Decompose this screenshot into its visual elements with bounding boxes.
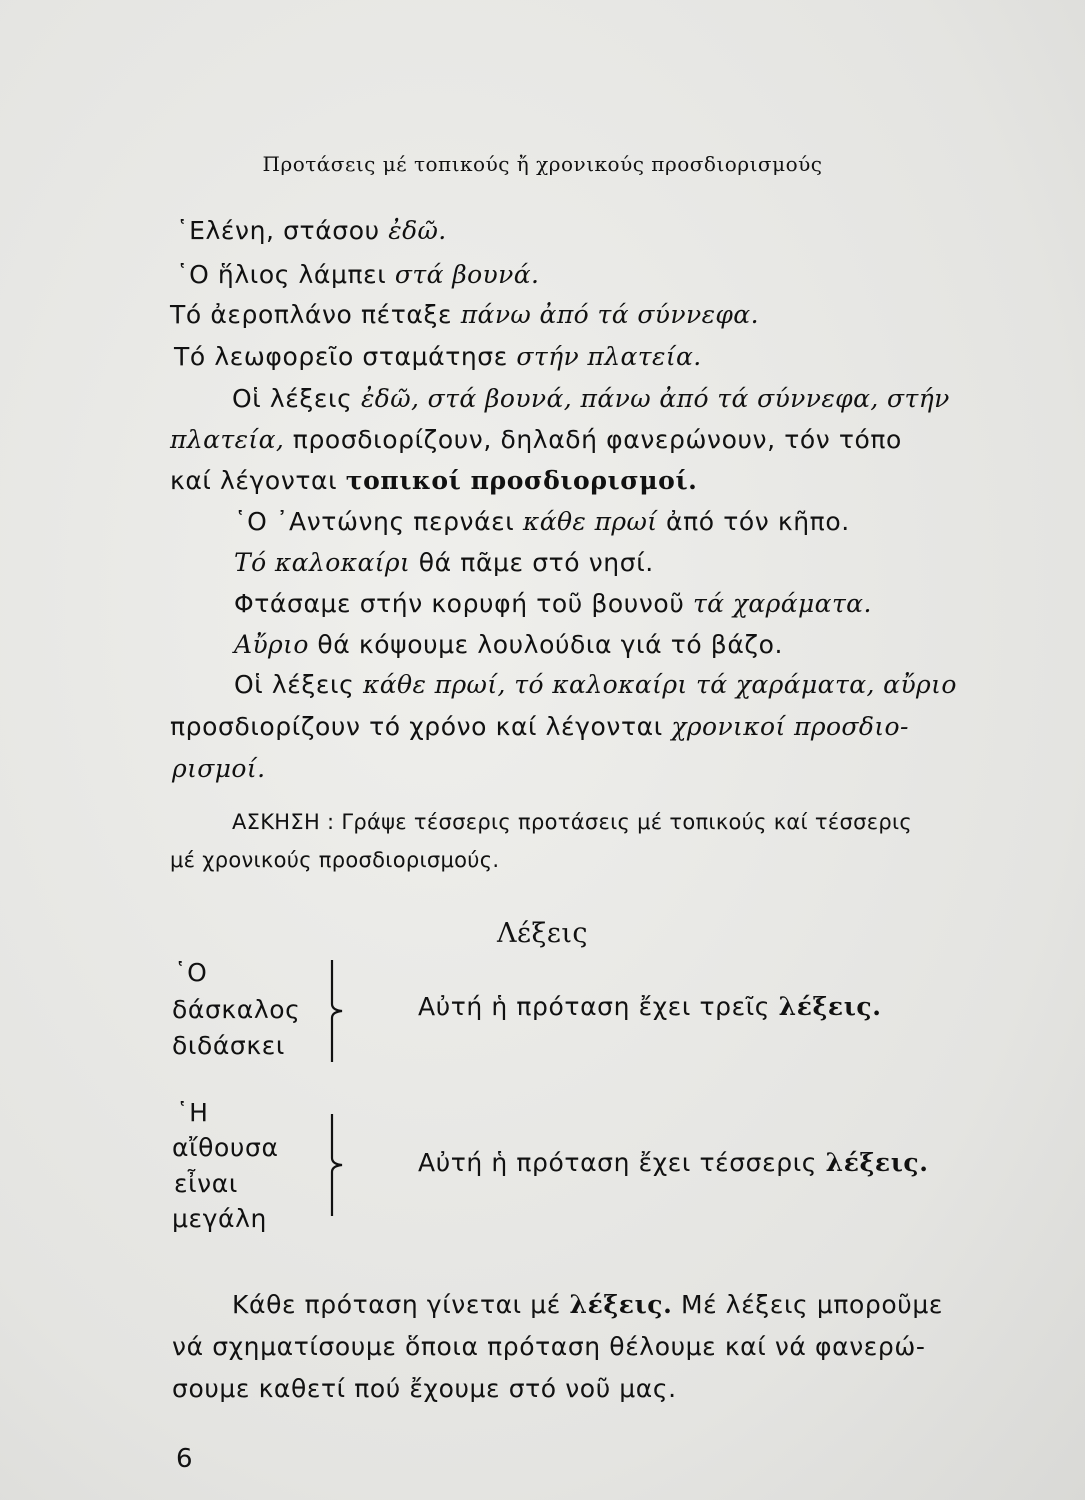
- sentence-8: [234, 630, 783, 659]
- sentence-6: [234, 548, 654, 577]
- final-line-3: σουμε καθετί πού ἔχουμε στό νοῦ μας.: [172, 1374, 677, 1403]
- final-line-1: [232, 1290, 943, 1319]
- p1-text-a: Οἱ λέξεις: [232, 384, 361, 413]
- sentence-8-adverb: Αὔριο: [234, 630, 309, 659]
- p1-italic-b: ἐδῶ, στά βουνά, πάνω ἀπό τά σύννεφα, στήν: [360, 384, 950, 413]
- sentence-2-text: ῾Ο ἥλιος λάμπει: [176, 260, 395, 289]
- p2-italic-e: ρισμοί.: [172, 754, 266, 783]
- sentence-1: [176, 216, 447, 245]
- p2-italic-d: χρονικοί προσδιο-: [671, 712, 909, 741]
- sentence-3: [170, 300, 759, 329]
- sentence-2: [176, 260, 539, 289]
- paragraph-1-line-1: [232, 384, 950, 413]
- sentence-8-text: θά κόψουμε λουλούδια γιά τό βάζο.: [308, 630, 784, 659]
- example2-word-4: μεγάλη: [172, 1204, 267, 1233]
- sentence-1-text: ῾Ελένη, στάσου: [176, 216, 389, 245]
- paragraph-2-line-1: [234, 670, 957, 699]
- paragraph-1-line-2: [170, 425, 902, 454]
- sentence-2-adverb: στά βουνά.: [394, 260, 540, 289]
- sentence-5: [234, 507, 850, 536]
- paragraph-2-line-2: [170, 712, 909, 741]
- sentence-5-text-c: ἀπό τόν κῆπο.: [657, 507, 850, 536]
- sentence-3-text: Τό ἀεροπλάνο πέταξε: [170, 300, 461, 329]
- words-title: Λέξεις: [496, 918, 589, 949]
- sentence-6-adverb: Τό καλοκαίρι: [234, 548, 411, 577]
- sentence-5-adverb: κάθε πρωί: [522, 507, 658, 536]
- sentence-4: [174, 342, 702, 371]
- p2-text-c: προσδιορίζουν τό χρόνο καί λέγονται: [170, 712, 672, 741]
- final-line-2: νά σχηματίσουμε ὅποια πρόταση θέλουμε καί νά φανερώ-: [172, 1332, 926, 1361]
- p1-italic-c: πλατεία,: [170, 425, 285, 454]
- example2-word-2: αἴθουσα: [172, 1133, 279, 1162]
- p1-text-e: καί λέγονται: [170, 466, 346, 495]
- exercise-line-2: μέ χρονικούς προσδιορισμούς.: [170, 848, 500, 872]
- example1-word-1: ῾Ο: [174, 958, 208, 987]
- p1-text-d: προσδιορίζουν, δηλαδή φανερώνουν, τόν τόπο: [284, 425, 902, 454]
- exercise-line-1: ΑΣΚΗΣΗ : Γράψε τέσσερις προτάσεις μέ τοπικούς καί τέσσερις: [232, 810, 913, 834]
- example2-word-3: εἶναι: [174, 1169, 238, 1198]
- p1-bold-f: τοπικοί προσδιορισμοί.: [345, 466, 698, 495]
- sentence-5-text-a: ῾Ο ᾿Αντώνης περνάει: [234, 507, 523, 536]
- sentence-3-adverb: πάνω ἀπό τά σύννεφα.: [460, 300, 759, 329]
- section-heading: Προτάσεις μέ τοπικούς ἤ χρονικούς προσδιορισμούς: [262, 152, 823, 176]
- example1-word-2: δάσκαλος: [172, 995, 301, 1024]
- sentence-4-adverb: στήν πλατεία.: [516, 342, 702, 371]
- example1-sentence: [418, 992, 882, 1021]
- p2-italic-b: κάθε πρωί, τό καλοκαίρι τά χαράματα, αὔριο: [362, 670, 957, 699]
- example1-word-3: διδάσκει: [172, 1031, 285, 1060]
- brace-2: [318, 1112, 354, 1218]
- sentence-6-text: θά πᾶμε στό νησί.: [410, 548, 654, 577]
- example2-sentence: [418, 1148, 929, 1177]
- example1-text: Αὐτή ἡ πρόταση ἔχει τρεῖς: [418, 992, 779, 1021]
- final-text-a: Κάθε πρόταση γίνεται μέ: [232, 1290, 570, 1319]
- example2-word-1: ῾Η: [176, 1098, 209, 1127]
- sentence-1-adverb: ἐδῶ.: [388, 216, 447, 245]
- final-bold-b: λέξεις.: [569, 1290, 673, 1319]
- paragraph-1-line-3: [170, 466, 697, 495]
- brace-1: [318, 958, 354, 1064]
- p2-text-a: Οἱ λέξεις: [234, 670, 363, 699]
- example2-text: Αὐτή ἡ πρόταση ἔχει τέσσερις: [418, 1148, 826, 1177]
- example2-bold: λέξεις.: [825, 1148, 929, 1177]
- paragraph-2-line-3: [172, 754, 265, 783]
- final-text-c: Μέ λέξεις μποροῦμε: [672, 1290, 943, 1319]
- sentence-4-text: Τό λεωφορεῖο σταμάτησε: [174, 342, 517, 371]
- sentence-7-adverb: τά χαράματα.: [692, 589, 872, 618]
- page-number: 6: [176, 1444, 193, 1474]
- sentence-7: [234, 589, 872, 618]
- sentence-7-text: Φτάσαμε στήν κορυφή τοῦ βουνοῦ: [234, 589, 693, 618]
- example1-bold: λέξεις.: [778, 992, 882, 1021]
